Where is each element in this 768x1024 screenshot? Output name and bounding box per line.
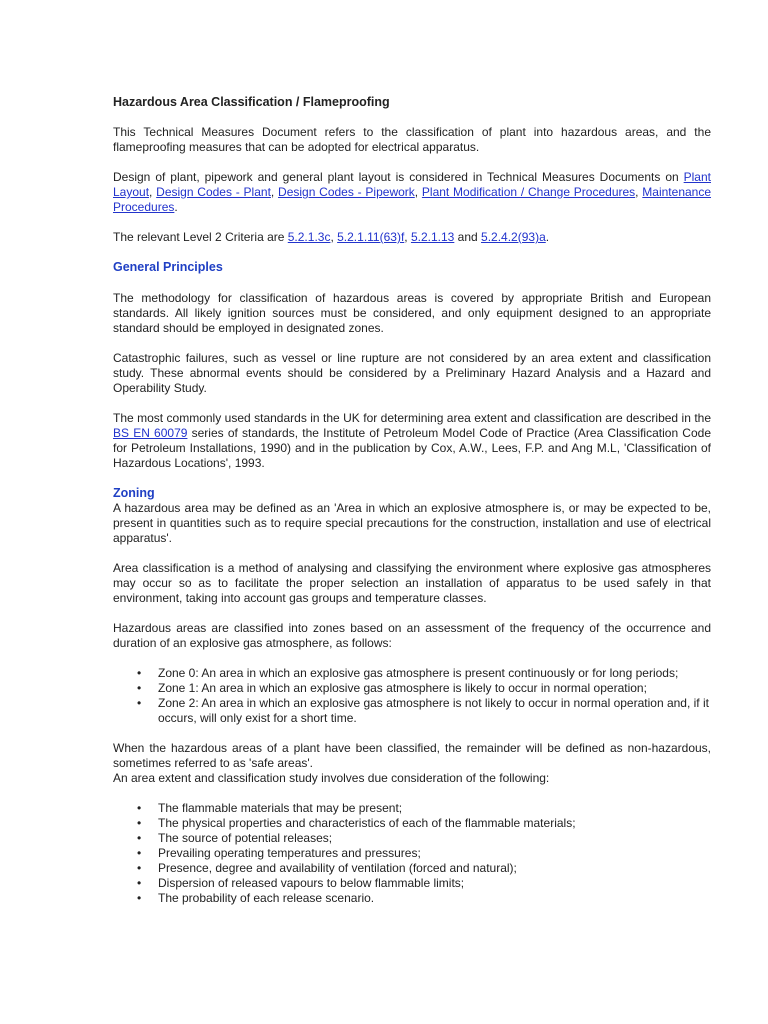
separator: , (404, 230, 411, 244)
link-maintenance-procedures[interactable]: Maintenance Procedures (113, 185, 712, 214)
zones-list (113, 666, 711, 726)
period: . (174, 200, 178, 214)
link-design-codes-plant[interactable]: Design Codes - Plant (156, 185, 271, 199)
bullet-icon: • (137, 681, 142, 695)
consideration-text: Prevailing operating temperatures and pressures; (158, 846, 421, 860)
separator: , (330, 230, 338, 244)
consideration-text: The physical properties and characteristics of each of the flammable materials; (158, 816, 576, 830)
p3-prefix: The most commonly used standards in the UK for determining area extent and classification are described in the (113, 411, 711, 425)
list-item (137, 861, 711, 876)
and-word: and (454, 230, 482, 244)
bullet-icon: • (137, 831, 142, 845)
zoning-paragraph-4: When the hazardous areas of a plant have been classified, the remainder will be defined as non-hazardous, sometimes referred to as 'safe areas'. (113, 741, 711, 770)
list-item (137, 876, 711, 891)
design-paragraph (113, 170, 711, 215)
link-criteria-2[interactable]: 5.2.1.11(63)f (337, 230, 405, 244)
general-principles-heading: General Principles (113, 260, 223, 274)
bullet-icon: • (137, 801, 142, 815)
p3-suffix: series of standards, the Institute of Petroleum Model Code of Practice (Area Classification Code for Petroleum Installations, 1990) and in the publication by Cox, A.W., Lees, F.P. and Ang M.L, 'Classification of Hazardous Locations', 1993. (113, 426, 711, 470)
separator: , (414, 185, 422, 199)
separator: , (149, 185, 157, 199)
bullet-icon: • (137, 816, 142, 830)
separator: , (635, 185, 643, 199)
link-criteria-1[interactable]: 5.2.1.3c (287, 230, 331, 244)
zoning-heading: Zoning (113, 486, 155, 500)
bullet-icon: • (137, 696, 142, 710)
list-item (137, 666, 711, 681)
principles-paragraph-1: The methodology for classification of hazardous areas is covered by appropriate British and European standards. All likely ignition sources must be considered, and only equipment designed to an appropriate standard should be employed in designated zones. (113, 291, 711, 335)
list-item (137, 801, 711, 816)
considerations-list (113, 801, 711, 906)
bullet-icon: • (137, 846, 142, 860)
list-item (137, 681, 711, 696)
criteria-prefix: The relevant Level 2 Criteria are (113, 230, 288, 244)
list-item (137, 831, 711, 846)
link-plant-modification[interactable]: Plant Modification / Change Procedures (421, 185, 636, 199)
zoning-paragraph-5: An area extent and classification study involves due consideration of the following: (113, 771, 550, 785)
principles-paragraph-3 (113, 411, 711, 471)
consideration-text: Presence, degree and availability of ventilation (forced and natural); (158, 861, 517, 875)
consideration-text: The source of potential releases; (158, 831, 333, 845)
link-plant-layout[interactable]: Plant Layout (113, 170, 711, 199)
zone-1-text: Zone 1: An area in which an explosive gas atmosphere is likely to occur in normal operation; (158, 681, 647, 695)
zone-0-text: Zone 0: An area in which an explosive gas atmosphere is present continuously or for long periods; (158, 666, 679, 680)
link-criteria-4[interactable]: 5.2.4.2(93)a (481, 230, 546, 244)
separator: , (270, 185, 279, 199)
bullet-icon: • (137, 666, 142, 680)
principles-paragraph-2: Catastrophic failures, such as vessel or line rupture are not considered by an area extent and classification study. These abnormal events should be considered by a Preliminary Hazard Analysis and a Hazard and Operability Study. (113, 351, 711, 395)
zoning-paragraph-1: A hazardous area may be defined as an 'Area in which an explosive atmosphere is, or may be expected to be, present in quantities such as to require special precautions for the construction, installation and use of electrical apparatus'. (113, 501, 711, 545)
design-prefix: Design of plant, pipework and general plant layout is considered in Technical Measures Documents on (113, 170, 684, 184)
list-item (137, 816, 711, 831)
bullet-icon: • (137, 861, 142, 875)
link-design-codes-pipework[interactable]: Design Codes - Pipework (278, 185, 415, 199)
list-item (137, 891, 711, 906)
consideration-text: The probability of each release scenario. (158, 891, 375, 905)
zoning-paragraph-3: Hazardous areas are classified into zones based on an assessment of the frequency of the occurrence and duration of an explosive gas atmosphere, as follows: (113, 621, 711, 650)
bullet-icon: • (137, 891, 142, 905)
page-title: Hazardous Area Classification / Flameproofing (113, 95, 390, 109)
zoning-paragraph-2: Area classification is a method of analysing and classifying the environment where explosive gas atmospheres may occur so as to facilitate the proper selection an installation of apparatus to be used safely in that environment, taking into account gas groups and temperature classes. (113, 561, 711, 605)
link-criteria-3[interactable]: 5.2.1.13 (410, 230, 455, 244)
bullet-icon: • (137, 876, 142, 890)
intro-paragraph: This Technical Measures Document refers to the classification of plant into hazardous areas, and the flameproofing measures that can be adopted for electrical apparatus. (113, 125, 711, 154)
period: . (545, 230, 550, 244)
list-item (137, 696, 711, 726)
list-item (137, 846, 711, 861)
link-bs-en-60079[interactable]: BS EN 60079 (113, 426, 188, 440)
consideration-text: Dispersion of released vapours to below flammable limits; (158, 876, 465, 890)
zone-2-text: Zone 2: An area in which an explosive gas atmosphere is not likely to occur in normal operation and, if it occurs, will only exist for a short time. (158, 696, 709, 725)
criteria-paragraph (113, 230, 711, 245)
consideration-text: The flammable materials that may be present; (158, 801, 403, 815)
